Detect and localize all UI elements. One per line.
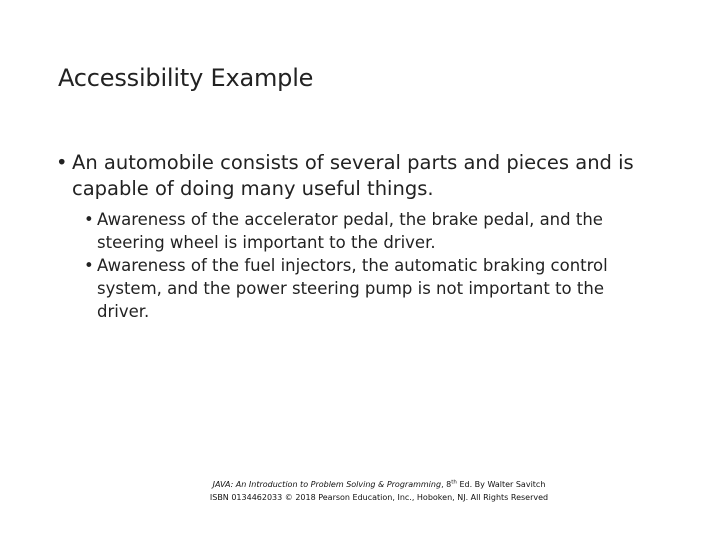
bullet-list xyxy=(0,150,720,323)
bullet-text: An automobile consists of several parts and pieces and is capable of doing many useful things. xyxy=(72,151,634,200)
footer-edition-rest: Ed. By Walter Savitch xyxy=(459,480,546,489)
sub-bullet-item xyxy=(84,254,657,323)
footer-line-2: ISBN 0134462033 © 2018 Pearson Education, Inc., Hoboken, NJ. All Rights Reserved xyxy=(209,493,549,502)
footer-credit xyxy=(0,478,720,504)
bullet-dot-icon: • xyxy=(84,210,94,229)
footer-line-1: JAVA: An Introduction to Problem Solving & Programming, 8th Ed. By Walter Savitch xyxy=(212,479,546,489)
bullet-dot-icon: • xyxy=(84,256,94,275)
footer-edition-num: 8 xyxy=(446,480,452,489)
footer-book-title: JAVA: An Introduction to Problem Solving & Programming xyxy=(212,480,442,489)
sub-bullet-item xyxy=(84,208,657,254)
sub-bullet-text: Awareness of the fuel injectors, the automatic braking control system, and the power steering pump is not important to the driver. xyxy=(97,256,608,321)
footer-edition-sup: th xyxy=(451,479,457,486)
sub-bullet-text: Awareness of the accelerator pedal, the brake pedal, and the steering wheel is important to the driver. xyxy=(97,210,603,252)
sub-bullet-list xyxy=(0,208,720,323)
bullet-item xyxy=(56,150,662,202)
bullet-dot-icon: • xyxy=(56,151,68,174)
slide-title: Accessibility Example xyxy=(58,64,314,92)
